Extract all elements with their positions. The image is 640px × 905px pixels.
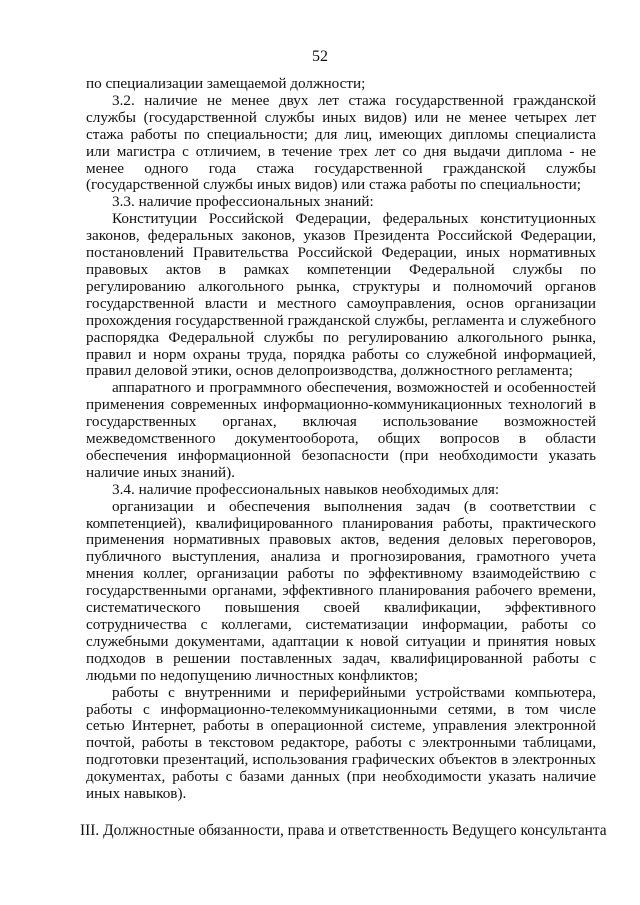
paragraph-skills-computer: работы с внутренними и периферийными устройствами компьютера, работы с информационно-телекоммуникационными сетями, в том числе сетью Интернет, работы в операционной системе, управления электронной почтой, работы в текстовом редакторе, работы с электронными таблицами, подготовки презентаций, использования графических объектов в электронных документах, работы с базами данных (при необходимости указать наличие иных навыков). [86,683,596,803]
document-body [86,76,596,803]
paragraph-3-2-experience: 3.2. наличие не менее двух лет стажа государственной гражданской службы (государственной службы иных видов) или не менее четырех лет стажа работы по специальности; для лиц, имеющих дипломы специалиста или магистра с отличием, в течение трех лет со дня выдачи диплома - не менее одного года стажа государственной гражданской службы (государственной службы иных видов) или стажа работы по специальности; [86,91,596,194]
paragraph-knowledge-it: аппаратного и программного обеспечения, возможностей и особенностей применения современных информационно-коммуникационных технологий в государственных органах, включая использование возможностей межведомственного документооборота, общих вопросов в области обеспечения информационной безопасности (при необходимости указать наличие иных знаний). [86,379,596,481]
paragraph-3-3-knowledge-heading: 3.3. наличие профессиональных знаний: [112,193,374,211]
page-number: 52 [312,48,328,65]
paragraph-3-4-skills-heading: 3.4. наличие профессиональных навыков необходимых для: [112,480,500,498]
paragraph-skills-organization: организации и обеспечения выполнения задач (в соответствии с компетенцией), квалифицированного планирования работы, практического применения нормативных правовых актов, ведения деловых переговоров, публичного выступления, анализа и прогнозирования, грамотного учета мнения коллег, организации работы по эффективному взаимодействию с государственными органами, эффективного планирования рабочего времени, систематического повышения своей квалификации, эффективного сотрудничества с коллегами, систематизации информации, работы со служебными документами, адаптации к новой ситуации и принятия новых подходов в решении поставленных задач, квалифицированной работы с людьми по недопущению личностных конфликтов; [86,497,596,684]
paragraph-knowledge-law: Конституции Российской Федерации, федеральных конституционных законов, федеральных законов, указов Президента Российской Федерации, постановлений Правительства Российской Федерации, иных нормативных правовых актов в рамках компетенции Федеральной службы по регулированию алкогольного рынка, структуры и полномочий органов государственной власти и местного самоуправления, основ организации прохождения государственной гражданской службы, регламента и служебного распорядка Федеральной службы по регулированию алкогольного рынка, правил и норм охраны труда, порядка работы со служебной информацией, правил деловой этики, основ делопроизводства, должностного регламента; [86,210,596,380]
section-heading: III. Должностные обязанности, права и ответственность Ведущего консультанта [80,822,607,839]
paragraph-specialization-end: по специализации замещаемой должности; [86,75,366,92]
